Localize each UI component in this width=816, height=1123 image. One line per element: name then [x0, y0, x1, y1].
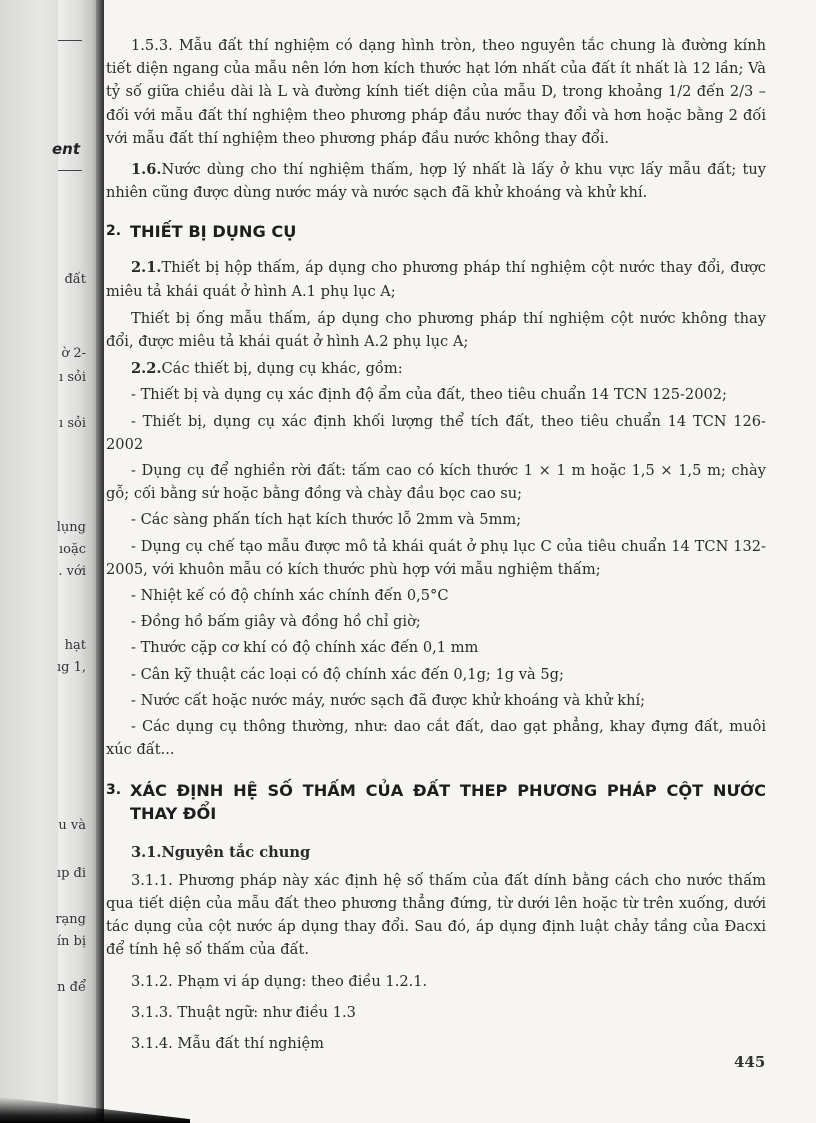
paragraph-2-1-b: Thiết bị ống mẫu thấm, áp dụng cho phương pháp thí nghiệm cột nước không thay đổi, được miêu tả khái quát ở hình A.2 phụ lục A;	[106, 309, 766, 351]
gutter-fragment: . với	[58, 564, 86, 579]
gutter-rule	[58, 40, 82, 41]
gutter-fragment: ıp đi	[56, 866, 86, 881]
gutter-fragment: lụng	[56, 520, 86, 535]
list-item: - Nước cất hoặc nước máy, nước sạch đã được khử khoáng và khử khí;	[131, 691, 646, 709]
list-item: - Thước cặp cơ khí có độ chính xác đến 0,1 mm	[131, 639, 479, 657]
clause-text: Các thiết bị, dụng cụ khác, gồm:	[161, 360, 403, 378]
gutter-fragment: ờ 2-	[61, 346, 86, 361]
gutter-fragment: ı sỏi	[59, 416, 86, 431]
binding-edge	[96, 0, 104, 1123]
gutter-rule	[58, 170, 82, 171]
paragraph-3-1-4: 3.1.4. Mẫu đất thí nghiệm	[131, 1034, 324, 1052]
paragraph-2-2	[106, 357, 766, 380]
list-item: - Đồng hồ bấm giây và đồng hồ chỉ giờ;	[131, 613, 421, 631]
list-item: - Thiết bị, dụng cụ xác định khối lượng thể tích đất, theo tiêu chuẩn 14 TCN 126-2002	[106, 412, 766, 453]
section-heading-3	[106, 779, 766, 825]
subsection-heading-3-1: 3.1.Nguyên tắc chung	[131, 844, 311, 862]
list-item: - Nhiệt kế có độ chính xác chính đến 0,5°C	[131, 587, 449, 605]
section-heading-2	[106, 220, 766, 243]
section-number: 2.	[106, 223, 122, 240]
page-margin-fold	[0, 0, 58, 1123]
paragraph-1-5-3: 1.5.3. Mẫu đất thí nghiệm có dạng hình tròn, theo nguyên tắc chung là đường kính tiết diện ngang của mẫu nên lớn hơn kích thước hạt lớn nhất của đất ít nhất là 12 lần; Và tỷ số giữa chiều dài là L và đường kính tiết diện của mẫu D, trong khoảng 1/2 đến 2/3 – đối với mẫu đất thí nghiệm theo phương pháp đầu nước thay đổi và hơn hoặc bằng 2 đối với mẫu đất thí nghiệm theo phương pháp đầu nước không thay đổi.	[106, 37, 766, 147]
section-title: THIẾT BỊ DỤNG CỤ	[130, 222, 297, 242]
list-item: - Các dụng cụ thông thường, như: dao cắt đất, dao gạt phẳng, khay đựng đất, muôi xúc đất...	[106, 718, 766, 759]
section-title: XÁC ĐỊNH HỆ SỐ THẤM CỦA ĐẤT THEP PHƯƠNG PHÁP CỘT NƯỚC THAY ĐỔI	[130, 781, 766, 824]
gutter-fragment: hạt	[64, 638, 86, 653]
clause-text: Nước dùng cho thí nghiệm thấm, hợp lý nhất là lấy ở khu vực lấy mẫu đất; tuy nhiên cũng được dùng nước máy và nước sạch đã khử khoáng và khử khí.	[106, 161, 766, 202]
gutter-fragment: ıg 1,	[56, 660, 86, 675]
gutter-fragment: ıoặc	[58, 542, 86, 557]
list-item: - Dụng cụ chế tạo mẫu được mô tả khái quát ở phụ lục C của tiêu chuẩn 14 TCN 132-2005, với khuôn mẫu có kích thước phù hợp với mẫu nghiệm thấm;	[106, 537, 766, 578]
list-item: - Cân kỹ thuật các loại có độ chính xác đến 0,1g; 1g và 5g;	[131, 665, 564, 683]
paragraph-1-6	[106, 158, 766, 204]
paragraph-3-1-2: 3.1.2. Phạm vi áp dụng: theo điều 1.2.1.	[131, 972, 428, 990]
section-number: 3.	[106, 782, 122, 799]
list-item: - Dụng cụ để nghiền rời đất: tấm cao có kích thước 1 × 1 m hoặc 1,5 × 1,5 m; chày gỗ; cối bằng sứ hoặc bằng đồng và chày đầu bọc cao su;	[106, 462, 766, 503]
gutter-fragment: đất	[64, 272, 86, 287]
gutter-fragment: ı sỏi	[59, 370, 86, 385]
paragraph-3-1-1: 3.1.1. Phương pháp này xác định hệ số thấm của đất dính bằng cách cho nước thấm qua tiết diện của mẫu đất theo phương thẳng đứng, từ dưới lên hoặc từ trên xuống, dưới tác dụng của cột nước áp dụng thay đổi. Sau đó, áp dụng định luật chảy tầng của Đacxi để tính hệ số thấm của đất.	[106, 871, 766, 959]
page-number: 445	[734, 1053, 766, 1071]
clause-text: Thiết bị hộp thấm, áp dụng cho phương pháp thí nghiệm cột nước thay đổi, được miêu tả khái quát ở hình A.1 phụ lục A;	[106, 259, 766, 300]
paragraph-3-1-3: 3.1.3. Thuật ngữ: như điều 1.3	[131, 1003, 356, 1021]
clause-number: 2.2.	[131, 360, 162, 378]
gutter-fragment: n để	[57, 980, 86, 995]
clause-number: 1.6.	[131, 161, 162, 179]
gutter-fragment: ent	[52, 140, 81, 158]
gutter-fragment: u và	[58, 818, 86, 833]
clause-number: 2.1.	[131, 259, 162, 277]
list-item: - Các sàng phấn tích hạt kích thước lỗ 2mm và 5mm;	[131, 511, 522, 529]
paragraph-2-1	[106, 256, 766, 302]
equipment-list	[106, 383, 766, 761]
list-item: - Thiết bị và dụng cụ xác định độ ẩm của đất, theo tiêu chuẩn 14 TCN 125-2002;	[131, 386, 727, 404]
gutter-fragment: ín bị	[56, 934, 86, 949]
page-body	[106, 34, 766, 1055]
gutter-fragment: rạng	[55, 912, 86, 927]
